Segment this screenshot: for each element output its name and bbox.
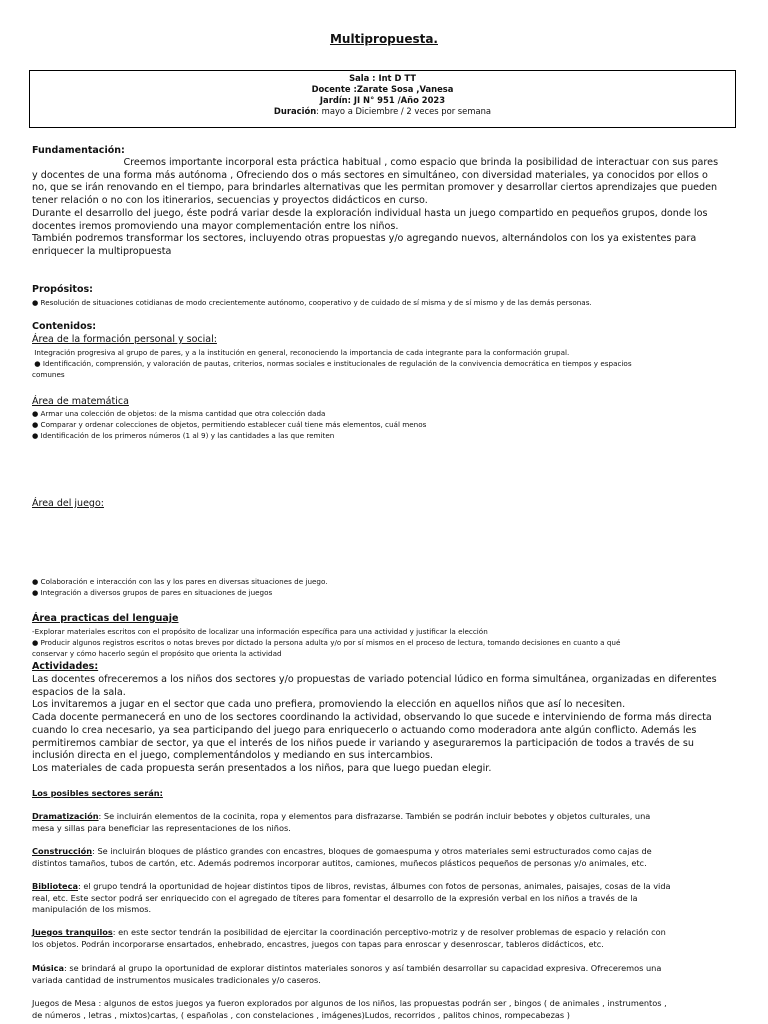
sector-juegos-mesa xyxy=(32,998,744,1021)
area-juego-title: Área del juego: xyxy=(32,498,104,509)
list-item: ● Resolución de situaciones cotidianas de modo crecientemente autónomo, cooperativo y de cuidado de sí misma y de sí mismo y de las demás personas. xyxy=(32,298,592,307)
area-personal-title: Área de la formación personal y social: xyxy=(32,334,217,345)
biblioteca-text-2: real, etc. Este sector podrá ser enriquecido con el agregado de títeres para fomentar el desarrollo de la expresión verbal en los niños a través de la xyxy=(32,892,638,903)
sector-construccion xyxy=(32,846,744,869)
actividades-line: Los invitaremos a jugar en el sector que cada uno prefiera, promoviendo la elección en aquellos niños que así lo necesiten. xyxy=(32,699,626,711)
list-item: comunes xyxy=(32,370,65,379)
list-item: conservar y cómo hacerlo según el propósito que orienta la actividad xyxy=(32,649,282,658)
list-item: Integración progresiva al grupo de pares, y a la institución en general, reconociendo la importancia de cada integrante para la conformación grupal. xyxy=(32,348,570,357)
sectores-heading: Los posibles sectores serán: xyxy=(32,788,163,798)
list-item: ● Armar una colección de objetos: de la misma cantidad que otra colección dada xyxy=(32,409,326,418)
area-lenguaje-list xyxy=(32,626,747,659)
list-item: ● Colaboración e interacción con las y los pares en diversas situaciones de juego. xyxy=(32,577,328,586)
area-matematica-list xyxy=(32,408,747,441)
actividades-text xyxy=(32,674,742,776)
actividades-line: permitiremos cambiar de sector, ya que el interés de los niños puede ir variando y aseguraremos la participación de todos a través de su xyxy=(32,737,694,749)
sector-dramatizacion xyxy=(32,811,744,834)
actividades-line: Cada docente permanecerá en uno de los sectores coordinando la actividad, observando lo que sucede e interviniendo de forma más directa xyxy=(32,712,712,724)
area-matematica-title: Área de matemática xyxy=(32,396,129,407)
propositos-list xyxy=(32,297,747,308)
sector-biblioteca xyxy=(32,881,744,916)
actividades-line: Los materiales de cada propuesta serán presentados a los niños, para que luego puedan elegir. xyxy=(32,762,492,774)
biblioteca-text: : el grupo tendrá la oportunidad de hojear distintos tipos de libros, revistas, álbumes con fotos de personas, animales, paisajes, cosas de la vida xyxy=(78,881,671,891)
fundamentacion-line: Durante el desarrollo del juego, éste podrá variar desde la exploración individual hasta un juego compartido en pequeños grupos, donde los xyxy=(32,207,708,219)
juegos-tranquilos-text: : en este sector tendrán la posibilidad de ejercitar la coordinación perceptivo-motriz y de resolver problemas de espacio y relación con xyxy=(112,927,666,937)
list-item: ● Identificación, comprensión, y valoración de pautas, criterios, normas sociales e institucionales de regulación de la convivencia democrática en tiempos y espacios xyxy=(32,359,632,368)
docente-line: Docente :Zarate Sosa ,Vanesa xyxy=(311,84,454,94)
biblioteca-text-3: manipulación de los mismos. xyxy=(32,904,152,914)
actividades-line: cuando lo crea necesario, ya sea participando del juego para enriquecerlo o actuando como moderadora ante algún conflicto. Además les xyxy=(32,724,697,736)
fundamentacion-line: no, que se irán renovando en el tiempo, para brindarles alternativas que les permitan promover y desarrollar ciertos aprendizajes que pueden xyxy=(32,182,718,194)
duracion-line xyxy=(30,106,735,117)
juegos-tranquilos-term: Juegos tranquilos xyxy=(32,927,113,937)
construccion-term: Construcción xyxy=(32,846,93,856)
fundamentacion-line: tener relación o no con los itinerarios, secuencias y proyectos didácticos en curso. xyxy=(32,195,428,207)
header-info-box xyxy=(29,70,736,128)
fundamentacion-label: Fundamentación: xyxy=(32,145,125,156)
musica-term: Música xyxy=(32,963,65,973)
sector-musica xyxy=(32,963,744,986)
jardin-line: Jardín: JI N° 951 /Año 2023 xyxy=(319,95,446,105)
list-item: ● Integración a diversos grupos de pares en situaciones de juegos xyxy=(32,588,273,597)
area-personal-list xyxy=(32,347,747,380)
musica-text-2: variada cantidad de instrumentos musicales tradicionales y/o caseros. xyxy=(32,974,321,985)
area-juego-list xyxy=(32,576,747,598)
sectores-heading-wrap xyxy=(32,788,744,800)
construccion-text-2: distintos tamaños, tubos de cartón, etc. Además podremos incorporar autitos, camiones, muñecos plásticos pequeños de personas y/o animales, etc. xyxy=(32,857,647,868)
actividades-line: Las docentes ofreceremos a los niños dos sectores y/o propuestas de variado potencial lúdico en forma simultánea, organizadas en diferentes xyxy=(32,674,717,685)
dramatizacion-text: : Se incluirán elementos de la cocinita, ropa y elementos para disfrazarse. También se podrán incluir bebotes y objetos culturales, una xyxy=(98,811,651,821)
juegos-mesa-text: Juegos de Mesa : algunos de estos juegos ya fueron explorados por algunos de los niños, las propuestas podrán ser , bingos ( de animales , instrumentos , xyxy=(32,998,667,1008)
actividades-label: Actividades: xyxy=(32,661,99,672)
document-title: Multipropuesta. xyxy=(329,32,438,46)
sector-juegos-tranquilos xyxy=(32,927,744,950)
contenidos-label: Contenidos: xyxy=(32,321,97,332)
fundamentacion-line: enriquecer la multipropuesta xyxy=(32,245,172,257)
list-item: ● Comparar y ordenar colecciones de objetos, permitiendo establecer cuál tiene más elementos, cuál menos xyxy=(32,420,427,429)
fundamentacion-line: También podremos transformar los sectores, incluyendo otras propuestas y/o agregando nuevos, alternándolos con los ya existentes para xyxy=(32,233,697,245)
list-item: ● Producir algunos registros escritos o notas breves por dictado la persona adulta y/o por sí mismos en el proceso de lectura, tomando decisiones en cuanto a qué xyxy=(32,638,621,647)
list-item: -Explorar materiales escritos con el propósito de localizar una información específica para una actividad y justificar la elección xyxy=(32,627,488,636)
musica-text: : se brindará al grupo la oportunidad de explorar distintos materiales sonoros y así también desarrollar su capacidad expresiva. Ofreceremos una xyxy=(64,963,662,973)
juegos-tranquilos-text-2: los objetos. Podrán incorporarse ensartados, enhebrado, encastres, juegos con tapas para enroscar y desenroscar, tableros didácticos, etc. xyxy=(32,938,604,949)
fundamentacion-line: docentes iremos promoviendo una mayor complementación entre los niños. xyxy=(32,220,399,232)
dramatizacion-term: Dramatización xyxy=(32,811,99,821)
construccion-text: : Se incluirán bloques de plástico grandes con encastres, bloques de gomaespuma y otros materiales semi estructurados como cajas de xyxy=(92,846,652,856)
propositos-label: Propósitos: xyxy=(32,284,93,295)
duracion-label: Duración xyxy=(273,106,317,116)
actividades-line: espacios de la sala. xyxy=(32,686,126,698)
juegos-mesa-text-2: de números , letras , mixtos)cartas, ( españolas , con constelaciones , imágenes)Ludos, recorridos , palitos chinos, rompecabezas ) xyxy=(32,1009,570,1020)
duracion-value: : mayo a Diciembre / 2 veces por semana xyxy=(316,106,492,116)
fundamentacion-line: Creemos importante incorporal esta práctica habitual , como espacio que brinda la posibilidad de interactuar con sus pares xyxy=(32,157,719,168)
actividades-line: inclusión directa en el juego, complementándolos y mediando en sus intercambios. xyxy=(32,750,434,762)
sala-line: Sala : Int D TT xyxy=(349,73,416,83)
area-lenguaje-title: Área practicas del lenguaje xyxy=(32,613,179,624)
list-item: ● Identificación de los primeros números (1 al 9) y las cantidades a las que remiten xyxy=(32,431,335,440)
dramatizacion-text-2: mesa y sillas para beneficiar las representaciones de los niños. xyxy=(32,822,291,833)
fundamentacion-text xyxy=(32,157,742,259)
biblioteca-term: Biblioteca xyxy=(32,881,78,891)
fundamentacion-line: y docentes de una forma más autónoma , Ofreciendo dos o más sectores en simultáneo, con diversidad materiales, ya conocidos por ellos o xyxy=(32,169,708,181)
